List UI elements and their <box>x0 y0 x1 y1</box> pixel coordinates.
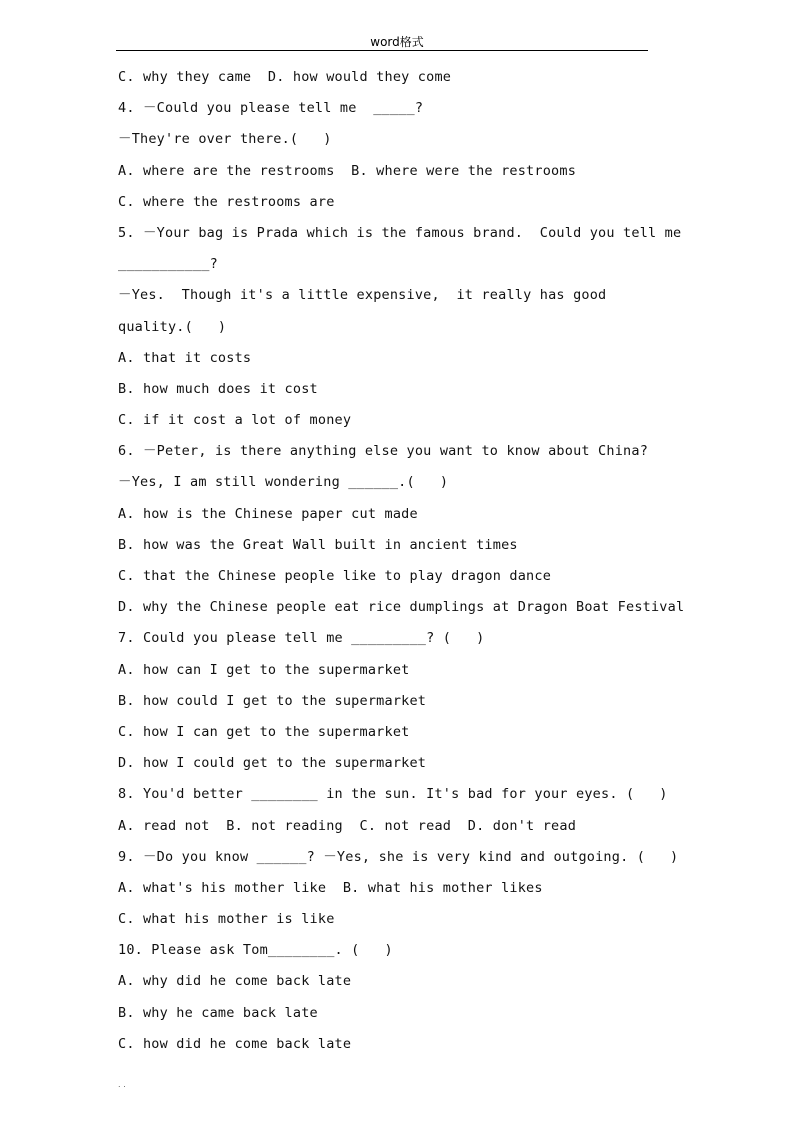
question-9: 9. －Do you know ______? －Yes, she is very kind and outgoing. ( ) <box>118 848 679 865</box>
question-10: 10. Please ask Tom________. ( ) <box>118 942 393 959</box>
option-b: B. how was the Great Wall built in ancient times <box>118 536 518 553</box>
options-line: A. read not B. not reading C. not read D. don't read <box>118 817 577 834</box>
option-c: C. if it cost a lot of money <box>118 412 352 429</box>
text-line: －They're over there.( ) <box>118 131 332 148</box>
options-line: A. what's his mother like B. what his mother likes <box>118 879 543 896</box>
option-a: A. why did he come back late <box>118 973 352 990</box>
text-line: quality.( ) <box>118 318 227 335</box>
options-line: C. where the restrooms are <box>118 193 335 210</box>
option-b: B. how much does it cost <box>118 380 318 397</box>
question-8: 8. You'd better ________ in the sun. It's bad for your eyes. ( ) <box>118 786 668 803</box>
option-d: D. why the Chinese people eat rice dumplings at Dragon Boat Festival <box>118 599 685 616</box>
question-5: 5. －Your bag is Prada which is the famous brand. Could you tell me <box>118 224 682 241</box>
option-b: B. how could I get to the supermarket <box>118 692 427 709</box>
text-line: C. why they came D. how would they come <box>118 69 452 85</box>
option-a: A. that it costs <box>118 349 252 366</box>
option-c: C. how did he come back late <box>118 1035 352 1052</box>
option-a: A. how can I get to the supermarket <box>118 661 410 678</box>
option-c: C. what his mother is like <box>118 911 335 928</box>
page-footer: . . <box>118 1080 126 1089</box>
text-line: ___________? <box>118 256 218 273</box>
option-c: C. that the Chinese people like to play dragon dance <box>118 568 552 584</box>
option-c: C. how I can get to the supermarket <box>118 723 410 740</box>
option-b: B. why he came back late <box>118 1004 318 1021</box>
text-line: －Yes, I am still wondering ______.( ) <box>118 474 449 491</box>
options-line: A. where are the restrooms B. where were the restrooms <box>118 162 577 179</box>
question-7: 7. Could you please tell me _________? ( ) <box>118 630 485 647</box>
option-d: D. how I could get to the supermarket <box>118 755 427 772</box>
question-4: 4. －Could you please tell me _____? <box>118 100 424 117</box>
document-body <box>118 65 685 1063</box>
option-a: A. how is the Chinese paper cut made <box>118 505 418 522</box>
text-line: －Yes. Though it's a little expensive, it really has good <box>118 287 607 304</box>
question-6: 6. －Peter, is there anything else you want to know about China? <box>118 443 649 460</box>
header-rule <box>116 50 648 51</box>
page-header: word格式 <box>370 35 424 49</box>
